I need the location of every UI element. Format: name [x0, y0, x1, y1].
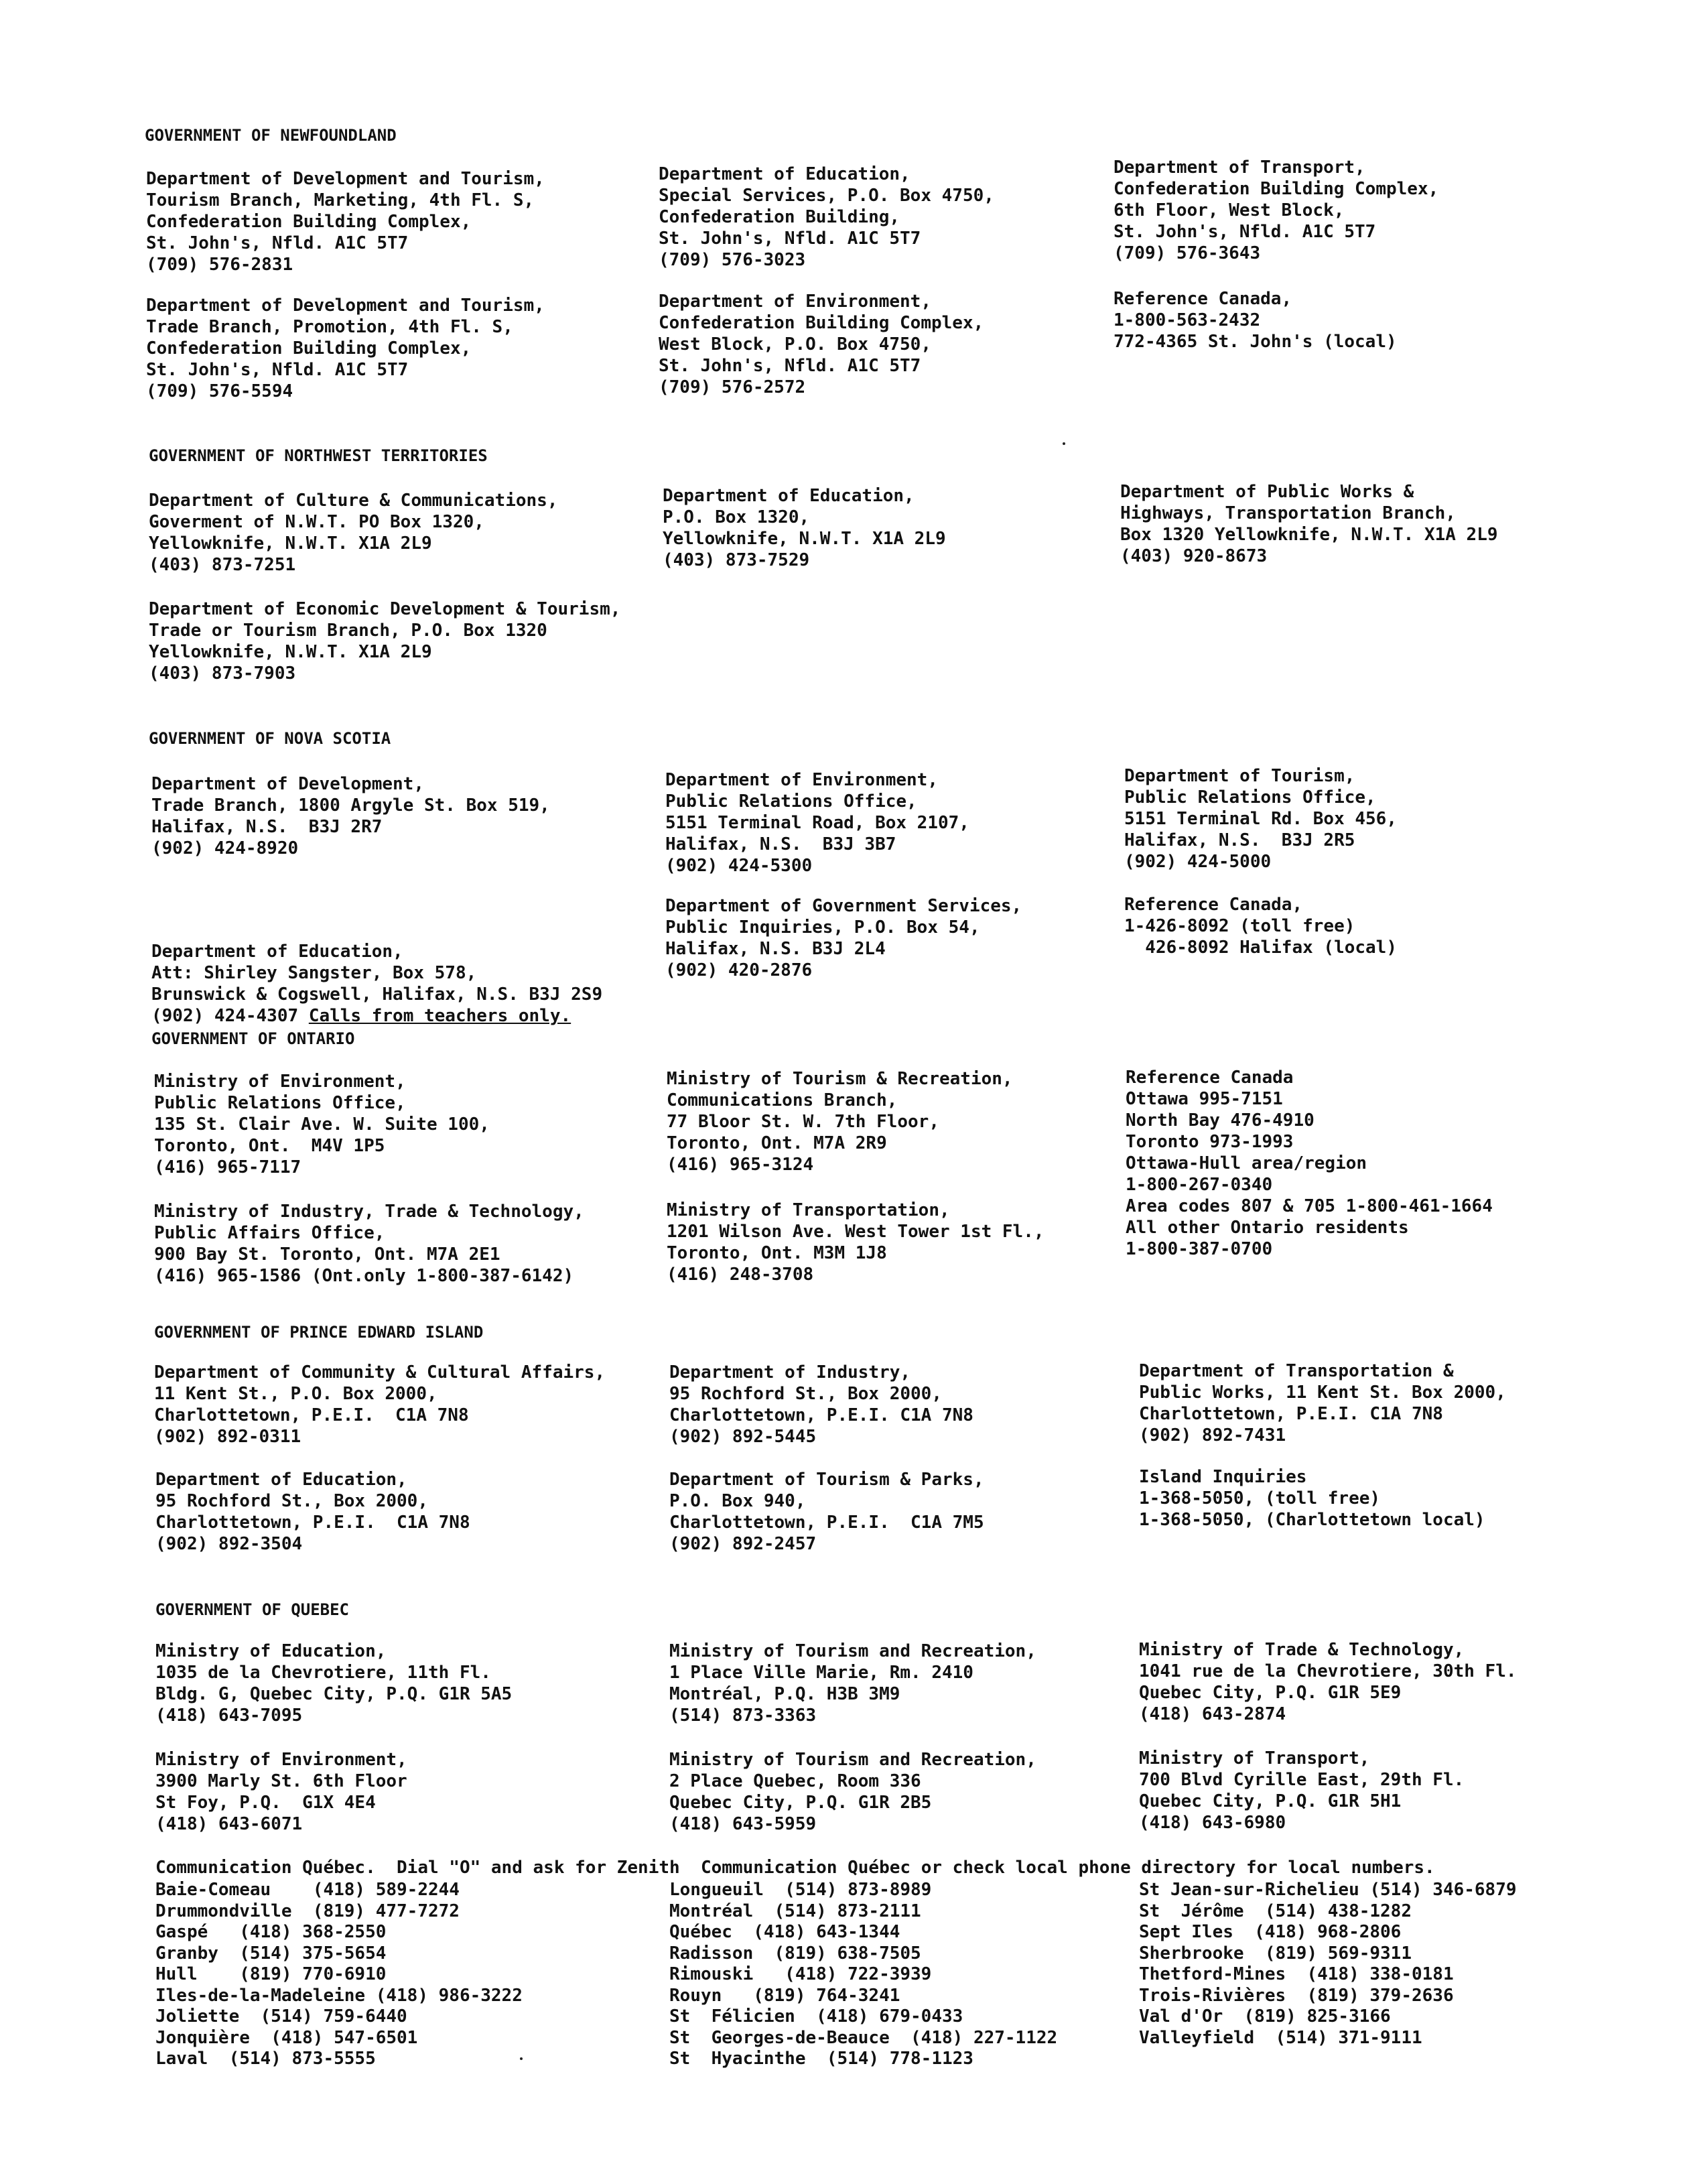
communication-quebec-list-col2 — [669, 1880, 1057, 2070]
text-line: (902) 424-5000 — [1124, 852, 1272, 872]
entry-ns-government-services — [665, 895, 1022, 981]
text-line: (902) 892-7431 — [1139, 1425, 1286, 1446]
text-line: Department of Tourism, — [1124, 766, 1355, 786]
text-line: Communications Branch, — [667, 1090, 898, 1110]
text-line: All other Ontario residents — [1126, 1218, 1409, 1238]
communication-quebec-list-col1 — [155, 1880, 523, 2070]
entry-pei-community-cultural — [154, 1362, 605, 1448]
text-line: 1-368-5050, (toll free) — [1139, 1488, 1381, 1508]
text-line: Brunswick & Cogswell, Halifax, N.S. B3J 2S9 — [151, 984, 603, 1005]
text-line: Public Works, 11 Kent St. Box 2000, — [1139, 1383, 1506, 1403]
text-line: Ottawa 995-7151 — [1126, 1089, 1283, 1109]
text-line: Québec (418) 643-1344 — [669, 1922, 900, 1942]
text-line: Island Inquiries — [1139, 1467, 1307, 1487]
text-line: Goverment of N.W.T. PO Box 1320, — [149, 512, 484, 532]
text-line: Quebec City, P.Q. G1R 5H1 — [1139, 1791, 1402, 1811]
entry-pei-island-inquiries — [1139, 1466, 1485, 1531]
entry-pei-transportation — [1139, 1360, 1506, 1446]
text-line: Ministry of Environment, — [155, 1750, 407, 1770]
text-line: Ministry of Tourism & Recreation, — [667, 1069, 1013, 1089]
text-line: Trade Branch, Promotion, 4th Fl. S, — [146, 317, 513, 337]
text-line: Department of Transport, — [1114, 157, 1365, 178]
text-line: Sept Iles (418) 968-2806 — [1139, 1922, 1402, 1942]
text-line: (902) 892-0311 — [154, 1427, 301, 1447]
text-line: (902) 424-8920 — [151, 838, 299, 858]
text-line: (418) 643-6980 — [1139, 1813, 1286, 1833]
text-line: Department of Public Works & — [1120, 482, 1414, 502]
text-line: St. John's, Nfld. A1C 5T7 — [659, 356, 921, 376]
text-line: Montréal, P.Q. H3B 3M9 — [669, 1684, 900, 1704]
text-line: 1-426-8092 (toll free) — [1124, 916, 1355, 936]
text-line: 900 Bay St. Toronto, Ont. M7A 2E1 — [154, 1244, 500, 1265]
text-line: Department of Community & Cultural Affairs, — [154, 1362, 606, 1383]
text-line: Ministry of Environment, — [154, 1072, 406, 1092]
text-line: (709) 576-2572 — [659, 377, 806, 397]
text-line: West Block, P.O. Box 4750, — [659, 334, 931, 355]
text-line: (709) 576-2831 — [146, 255, 293, 275]
text-line: Department of Education, — [155, 1470, 407, 1490]
text-line: Department of Education, — [151, 942, 403, 962]
text-line: Toronto, Ont. M4V 1P5 — [154, 1136, 385, 1156]
text-line: 2 Place Quebec, Room 336 — [669, 1771, 921, 1791]
text-line: Trade Branch, 1800 Argyle St. Box 519, — [151, 795, 550, 816]
text-line: Department of Transportation & — [1139, 1361, 1454, 1381]
entry-ns-environment — [665, 769, 969, 877]
communication-quebec-list-col3 — [1139, 1880, 1517, 2049]
text-line: (902) 892-3504 — [155, 1534, 303, 1554]
text-line: (403) 873-7529 — [663, 550, 810, 570]
entry-nfld-transport — [1114, 157, 1438, 264]
text-line: St. John's, Nfld. A1C 5T7 — [1114, 222, 1376, 242]
text-line: Department of Environment, — [665, 770, 938, 790]
section-heading-newfoundland: GOVERNMENT OF NEWFOUNDLAND — [145, 126, 397, 145]
text-line: Halifax, N.S. B3J 2L4 — [665, 939, 886, 959]
text-line: Department of Education, — [659, 164, 911, 184]
entry-pei-education — [155, 1469, 470, 1555]
entry-qc-transport — [1139, 1748, 1464, 1834]
text-line: Special Services, P.O. Box 4750, — [659, 186, 994, 206]
text-line: Halifax, N.S. B3J 2R7 — [151, 817, 383, 837]
text-line: St Jérôme (514) 438-1282 — [1139, 1901, 1412, 1921]
text-line: 1-368-5050, (Charlottetown local) — [1139, 1510, 1485, 1530]
text-line: (418) 643-2874 — [1139, 1704, 1286, 1724]
text-line: Reference Canada, — [1114, 289, 1292, 309]
text-line: St Hyacinthe (514) 778-1123 — [669, 2049, 973, 2069]
text-line: Charlottetown, P.E.I. C1A 7N8 — [154, 1405, 469, 1425]
section-heading-nova-scotia: GOVERNMENT OF NOVA SCOTIA — [149, 729, 391, 748]
text-line: Hull (819) 770-6910 — [155, 1964, 387, 1984]
text-line: 1 Place Ville Marie, Rm. 2410 — [669, 1663, 973, 1683]
text-line: Trade or Tourism Branch, P.O. Box 1320 — [149, 621, 547, 641]
entry-nfld-education — [659, 164, 994, 271]
entry-qc-tourism-recreation-montreal — [669, 1641, 1036, 1726]
text-line: Rimouski (418) 722-3939 — [669, 1964, 932, 1984]
text-line: (416) 965-3124 — [667, 1155, 814, 1175]
ns-education-phone: (902) 424-4307 — [151, 1006, 309, 1026]
text-line: (403) 920-8673 — [1120, 546, 1268, 566]
entry-nfld-dev-tourism-trade — [146, 295, 545, 402]
entry-on-environment — [154, 1071, 490, 1178]
text-line: (416) 248-3708 — [667, 1265, 814, 1285]
text-line: Baie-Comeau (418) 589-2244 — [155, 1880, 460, 1900]
text-line: North Bay 476-4910 — [1126, 1110, 1315, 1131]
text-line: P.O. Box 940, — [669, 1491, 806, 1511]
entry-nwt-education — [663, 485, 946, 571]
text-line: (902) 892-5445 — [669, 1427, 817, 1447]
text-line: 77 Bloor St. W. 7th Floor, — [667, 1112, 939, 1132]
entry-nwt-public-works — [1120, 481, 1498, 567]
text-line: Longueuil (514) 873-8989 — [669, 1880, 932, 1900]
text-line: Thetford-Mines (418) 338-0181 — [1139, 1964, 1454, 1984]
text-line: Box 1320 Yellowknife, N.W.T. X1A 2L9 — [1120, 525, 1498, 545]
entry-qc-tourism-recreation-quebec — [669, 1749, 1036, 1835]
text-line: Rouyn (819) 764-3241 — [669, 1985, 900, 2006]
text-line: (403) 873-7903 — [149, 663, 296, 684]
text-line: Ministry of Trade & Technology, — [1139, 1640, 1465, 1660]
stray-mark — [1063, 442, 1065, 445]
text-line: Reference Canada, — [1124, 895, 1303, 915]
text-line: 95 Rochford St., Box 2000, — [155, 1491, 428, 1511]
text-line: Ministry of Transport, — [1139, 1748, 1370, 1769]
text-line: Public Affairs Office, — [154, 1223, 385, 1243]
text-line: Tourism Branch, Marketing, 4th Fl. S, — [146, 190, 535, 210]
text-line: Department of Education, — [663, 486, 915, 506]
section-heading-quebec: GOVERNMENT OF QUEBEC — [155, 1600, 349, 1619]
text-line: Department of Development and Tourism, — [146, 296, 545, 316]
text-line: (403) 873-7251 — [149, 555, 296, 575]
entry-nfld-reference-canada — [1114, 288, 1397, 352]
text-line: 6th Floor, West Block, — [1114, 200, 1345, 220]
text-line: Yellowknife, N.W.T. X1A 2L9 — [149, 642, 432, 662]
text-line: Area codes 807 & 705 1-800-461-1664 — [1126, 1196, 1493, 1216]
entry-qc-education — [155, 1641, 512, 1726]
text-line: (418) 643-6071 — [155, 1814, 303, 1834]
text-line: Valleyfield (514) 371-9111 — [1139, 2027, 1422, 2048]
text-line: Ministry of Tourism and Recreation, — [669, 1750, 1036, 1770]
text-line: St Jean-sur-Richelieu (514) 346-6879 — [1139, 1880, 1517, 1900]
text-line: (514) 873-3363 — [669, 1706, 817, 1726]
entry-nwt-economic-development — [149, 598, 620, 684]
communication-quebec-intro: Communication Québec. Dial "O" and ask for Zenith Communication Québec or check local phone directory for local numbers. — [155, 1858, 1435, 1878]
text-line: St Georges-de-Beauce (418) 227-1122 — [669, 2027, 1058, 2048]
ns-education-note: Calls from teachers only. — [308, 1006, 571, 1026]
text-line: Gaspé (418) 368-2550 — [155, 1922, 387, 1942]
text-line: St. John's, Nfld. A1C 5T7 — [659, 229, 921, 249]
text-line: Confederation Building Complex, — [146, 212, 472, 232]
text-line: Val d'Or (819) 825-3166 — [1139, 2006, 1391, 2027]
text-line: Charlottetown, P.E.I. C1A 7N8 — [155, 1513, 470, 1533]
text-line: Charlottetown, P.E.I. C1A 7M5 — [669, 1513, 984, 1533]
text-line: 1041 rue de la Chevrotiere, 30th Fl. — [1139, 1661, 1517, 1681]
text-line: 135 St. Clair Ave. W. Suite 100, — [154, 1114, 490, 1135]
entry-on-tourism-recreation — [667, 1068, 1013, 1175]
text-line: Quebec City, P.Q. G1R 5E9 — [1139, 1683, 1402, 1703]
entry-on-industry-trade — [154, 1201, 584, 1287]
text-line: (418) 643-7095 — [155, 1706, 303, 1726]
text-line: 3900 Marly St. 6th Floor — [155, 1771, 407, 1791]
text-line: (418) 643-5959 — [669, 1814, 817, 1834]
text-line: 95 Rochford St., Box 2000, — [669, 1384, 942, 1404]
text-line: 1-800-563-2432 — [1114, 310, 1261, 330]
text-line: Department of Development and Tourism, — [146, 169, 545, 189]
entry-qc-trade-technology — [1139, 1639, 1517, 1725]
text-line: Department of Industry, — [669, 1362, 911, 1383]
text-line: Laval (514) 873-5555 — [155, 2049, 376, 2069]
text-line: 1-800-267-0340 — [1126, 1175, 1273, 1195]
text-line: (709) 576-5594 — [146, 381, 293, 401]
text-line: Confederation Building Complex, — [146, 338, 472, 359]
text-line: (709) 576-3023 — [659, 250, 806, 270]
text-line: Department of Government Services, — [665, 896, 1022, 916]
text-line: Department of Tourism & Parks, — [669, 1470, 984, 1490]
entry-nfld-dev-tourism-marketing — [146, 168, 545, 275]
text-line: Charlottetown, P.E.I. C1A 7N8 — [669, 1405, 973, 1425]
text-line: Drummondville (819) 477-7272 — [155, 1901, 460, 1921]
text-line: Yellowknife, N.W.T. X1A 2L9 — [663, 529, 946, 549]
text-line: Joliette (514) 759-6440 — [155, 2006, 407, 2027]
entry-qc-environment — [155, 1749, 407, 1835]
stray-mark — [520, 2057, 523, 2060]
text-line: 426-8092 Halifax (local) — [1124, 938, 1397, 958]
text-line: 700 Blvd Cyrille East, 29th Fl. — [1139, 1770, 1465, 1790]
text-line: P.O. Box 1320, — [663, 507, 810, 527]
text-line: Public Relations Office, — [154, 1093, 406, 1113]
text-line: Halifax, N.S. B3J 3B7 — [665, 834, 896, 854]
text-line: Toronto, Ont. M7A 2R9 — [667, 1133, 887, 1153]
entry-nwt-culture-communications — [149, 490, 557, 576]
text-line: (709) 576-3643 — [1114, 243, 1261, 263]
text-line: 1201 Wilson Ave. West Tower 1st Fl., — [667, 1222, 1044, 1242]
entry-pei-tourism-parks — [669, 1469, 984, 1555]
text-line: Jonquière (418) 547-6501 — [155, 2027, 418, 2048]
text-line: Radisson (819) 638-7505 — [669, 1943, 921, 1964]
text-line: 5151 Terminal Rd. Box 456, — [1124, 809, 1397, 829]
text-line: 1-800-387-0700 — [1126, 1239, 1273, 1259]
section-heading-pei: GOVERNMENT OF PRINCE EDWARD ISLAND — [154, 1323, 484, 1342]
text-line: Bldg. G, Quebec City, P.Q. G1R 5A5 — [155, 1684, 513, 1704]
text-line: Public Relations Office, — [1124, 787, 1376, 808]
text-line: St. John's, Nfld. A1C 5T7 — [146, 233, 409, 253]
text-line: Confederation Building, — [659, 207, 900, 227]
text-line: Toronto 973-1993 — [1126, 1132, 1294, 1152]
text-line: Granby (514) 375-5654 — [155, 1943, 387, 1964]
text-line: Department of Development, — [151, 774, 424, 794]
text-line: 1035 de la Chevrotiere, 11th Fl. — [155, 1663, 491, 1683]
text-line: Department of Environment, — [659, 292, 931, 312]
entry-on-transportation — [667, 1200, 1044, 1285]
text-line: Public Inquiries, P.O. Box 54, — [665, 917, 980, 938]
text-line: (902) 424-5300 — [665, 856, 813, 876]
text-line: Department of Economic Development & Tourism, — [149, 599, 621, 619]
text-line: (902) 892-2457 — [669, 1534, 817, 1554]
text-line: (902) 420-2876 — [665, 960, 813, 980]
text-line: Ministry of Industry, Trade & Technology, — [154, 1202, 584, 1222]
text-line: Ottawa-Hull area/region — [1126, 1153, 1367, 1173]
entry-on-reference-canada — [1126, 1067, 1493, 1260]
text-line: Charlottetown, P.E.I. C1A 7N8 — [1139, 1404, 1443, 1424]
text-line: 5151 Terminal Road, Box 2107, — [665, 813, 969, 833]
text-line: Reference Canada — [1126, 1068, 1294, 1088]
text-line: Ministry of Education, — [155, 1641, 387, 1661]
text-line: 11 Kent St., P.O. Box 2000, — [154, 1384, 437, 1404]
text-line: Yellowknife, N.W.T. X1A 2L9 — [149, 533, 432, 554]
entry-ns-development — [151, 773, 550, 859]
text-line: Highways, Transportation Branch, — [1120, 503, 1456, 523]
text-line: Toronto, Ont. M3M 1J8 — [667, 1243, 887, 1263]
text-line: Sherbrooke (819) 569-9311 — [1139, 1943, 1412, 1964]
text-line: Att: Shirley Sangster, Box 578, — [151, 963, 477, 983]
text-line: 772-4365 St. John's (local) — [1114, 332, 1397, 352]
text-line: Confederation Building Complex, — [1114, 179, 1439, 199]
text-line: Quebec City, P.Q. G1R 2B5 — [669, 1793, 932, 1813]
text-line: (416) 965-7117 — [154, 1157, 301, 1177]
text-line: (416) 965-1586 (Ont.only 1-800-387-6142) — [154, 1266, 574, 1286]
text-line: Trois-Rivières (819) 379-2636 — [1139, 1985, 1454, 2006]
text-line: Ministry of Transportation, — [667, 1200, 950, 1220]
entry-nfld-environment — [659, 291, 984, 398]
text-line: St. John's, Nfld. A1C 5T7 — [146, 360, 409, 380]
text-line: Confederation Building Complex, — [659, 313, 984, 333]
text-line: Montréal (514) 873-2111 — [669, 1901, 921, 1921]
section-heading-ontario: GOVERNMENT OF ONTARIO — [151, 1029, 355, 1048]
entry-ns-tourism — [1124, 765, 1397, 873]
entry-pei-industry — [669, 1362, 973, 1448]
text-line: St Félicien (418) 679-0433 — [669, 2006, 963, 2027]
section-heading-nwt: GOVERNMENT OF NORTHWEST TERRITORIES — [149, 446, 488, 465]
entry-ns-reference-canada — [1124, 894, 1397, 958]
text-line: St Foy, P.Q. G1X 4E4 — [155, 1793, 376, 1813]
text-line: Public Relations Office, — [665, 791, 917, 812]
text-line: Department of Culture & Communications, — [149, 491, 558, 511]
text-line: Iles-de-la-Madeleine (418) 986-3222 — [155, 1985, 523, 2006]
text-line: Ministry of Tourism and Recreation, — [669, 1641, 1036, 1661]
text-line: Halifax, N.S. B3J 2R5 — [1124, 830, 1355, 850]
